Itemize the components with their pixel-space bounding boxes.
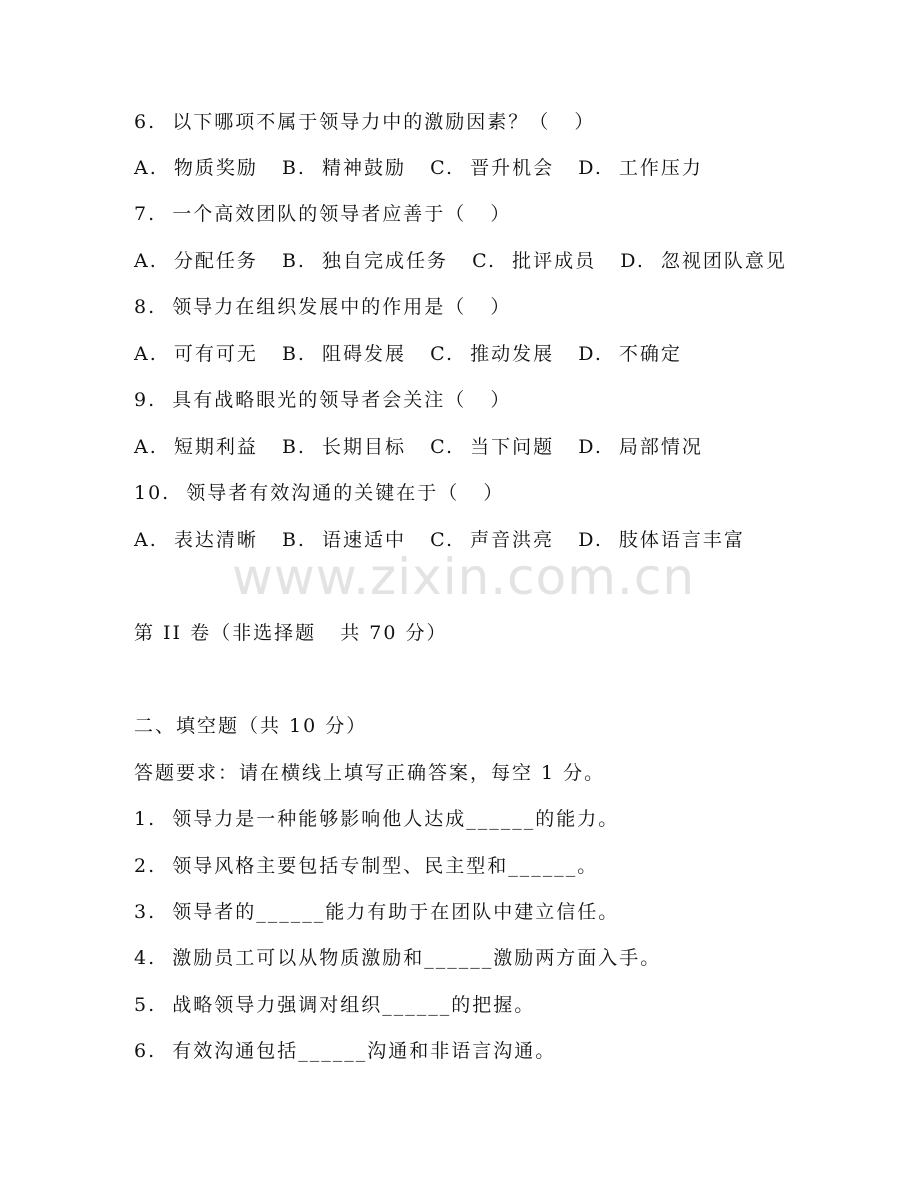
- fill-blank-3: 3. 领导者的______能力有助于在团队中建立信任。: [134, 901, 620, 923]
- watermark: www.zixin.com.cn: [232, 548, 696, 606]
- fill-blank-5: 5. 战略领导力强调对组织______的把握。: [134, 994, 536, 1016]
- question-7-stem: 7. 一个高效团队的领导者应善于（ ）: [134, 203, 512, 225]
- question-10-options: A. 表达清晰 B. 语速适中 C. 声音洪亮 D. 肢体语言丰富: [134, 529, 745, 551]
- question-8-stem: 8. 领导力在组织发展中的作用是（ ）: [134, 296, 512, 318]
- question-9-options: A. 短期利益 B. 长期目标 C. 当下问题 D. 局部情况: [134, 436, 703, 458]
- question-6-options: A. 物质奖励 B. 精神鼓励 C. 晋升机会 D. 工作压力: [134, 157, 703, 179]
- question-9-stem: 9. 具有战略眼光的领导者会关注（ ）: [134, 389, 512, 411]
- fill-blank-4: 4. 激励员工可以从物质激励和______激励两方面入手。: [134, 947, 662, 969]
- fill-blank-2: 2. 领导风格主要包括专制型、民主型和______。: [134, 855, 599, 877]
- question-7-options: A. 分配任务 B. 独自完成任务 C. 批评成员 D. 忽视团队意见: [134, 250, 787, 272]
- part-2-title: 第 II 卷（非选择题 共 70 分）: [134, 622, 448, 644]
- section-2-instructions: 答题要求：请在横线上填写正确答案，每空 1 分。: [134, 762, 606, 784]
- fill-blank-6: 6. 有效沟通包括______沟通和非语言沟通。: [134, 1040, 557, 1062]
- question-10-stem: 10. 领导者有效沟通的关键在于（ ）: [134, 482, 505, 504]
- section-2-title: 二、填空题（共 10 分）: [134, 715, 368, 737]
- question-6-stem: 6. 以下哪项不属于领导力中的激励因素？（ ）: [134, 111, 596, 133]
- question-8-options: A. 可有可无 B. 阻碍发展 C. 推动发展 D. 不确定: [134, 343, 682, 365]
- fill-blank-1: 1. 领导力是一种能够影响他人达成______的能力。: [134, 808, 620, 830]
